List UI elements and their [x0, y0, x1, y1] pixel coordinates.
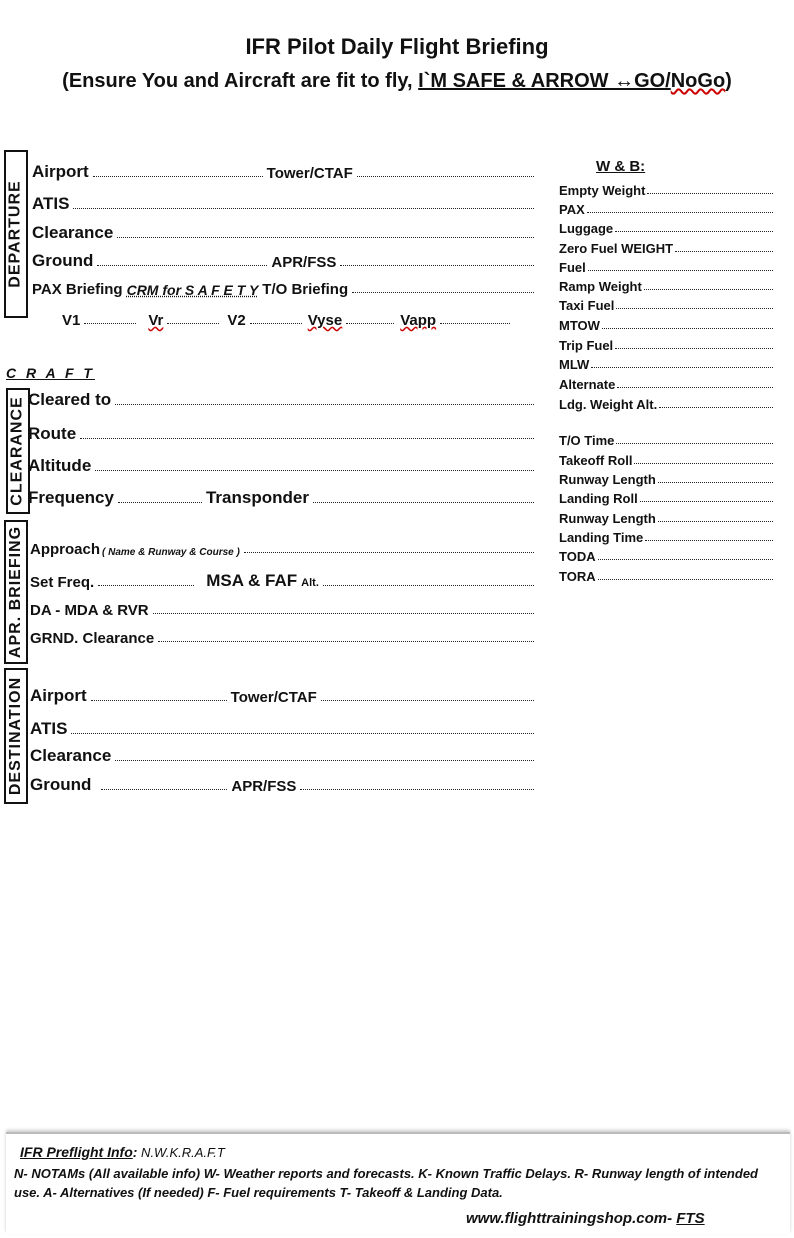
wb-row — [559, 335, 773, 353]
departure-airport-field[interactable] — [93, 176, 263, 177]
pax-briefing-label: PAX Briefing — [32, 281, 123, 298]
cleared-to-row — [28, 386, 538, 410]
perf-label: Runway Length — [559, 472, 656, 487]
wb-field[interactable] — [602, 328, 773, 329]
departure-apr-fss-label: APR/FSS — [271, 254, 337, 271]
perf-label: Landing Time — [559, 530, 644, 545]
departure-atis-row — [32, 190, 538, 214]
wb-field[interactable] — [644, 289, 773, 290]
wb-row — [559, 199, 773, 217]
msa-faf-field[interactable] — [323, 585, 534, 586]
perf-field[interactable] — [658, 482, 773, 483]
set-freq-label: Set Freq. — [30, 574, 95, 591]
v1-label: V1 — [62, 312, 81, 329]
msa-faf-alt-label: Alt. — [301, 577, 319, 589]
wb-label: Ramp Weight — [559, 279, 642, 294]
footer-site — [466, 1210, 705, 1227]
departure-atis-label: ATIS — [32, 194, 70, 213]
wb-field[interactable] — [617, 387, 773, 388]
perf-row — [559, 508, 773, 526]
vyse-label: Vyse — [307, 312, 343, 329]
v1-field[interactable] — [84, 323, 136, 324]
destination-apr-fss-label: APR/FSS — [231, 778, 297, 795]
page-title: IFR Pilot Daily Flight Briefing — [245, 34, 549, 59]
to-briefing-field[interactable] — [352, 292, 534, 293]
wb-row — [559, 257, 773, 275]
destination-clearance-field[interactable] — [115, 760, 534, 761]
destination-atis-row — [30, 715, 538, 739]
departure-pax-row — [32, 274, 538, 298]
v2-label: V2 — [227, 312, 246, 329]
cleared-to-label: Cleared to — [28, 390, 112, 409]
perf-label: TODA — [559, 549, 596, 564]
wb-field[interactable] — [659, 407, 773, 408]
destination-airport-row — [30, 682, 538, 706]
perf-row — [559, 430, 773, 448]
wb-field[interactable] — [615, 348, 773, 349]
vapp-label: Vapp — [400, 312, 437, 329]
wb-row — [559, 354, 773, 372]
footer-colon: : — [132, 1144, 138, 1160]
msa-faf-label: MSA & FAF — [206, 571, 298, 590]
route-field[interactable] — [80, 438, 534, 439]
departure-clearance-label: Clearance — [32, 223, 114, 242]
departure-clearance-field[interactable] — [117, 237, 534, 238]
altitude-label: Altitude — [28, 456, 92, 475]
departure-tower-label: Tower/CTAF — [266, 165, 353, 182]
perf-label: Takeoff Roll — [559, 453, 633, 468]
approach-row — [30, 534, 538, 558]
subtitle-prefix: (Ensure You and Aircraft are fit to fly, — [62, 70, 419, 92]
wb-field[interactable] — [587, 212, 773, 213]
wb-title: W & B: — [596, 158, 646, 175]
subtitle-nogo: NoGo — [670, 70, 726, 92]
crm-safety-note: CRM for S A F E T Y — [126, 282, 259, 298]
wb-row — [559, 374, 773, 392]
destination-tower-field[interactable] — [321, 700, 534, 701]
destination-ground-field[interactable] — [101, 789, 227, 790]
wb-label: PAX — [559, 202, 585, 217]
wb-label: MLW — [559, 357, 590, 372]
wb-row — [559, 180, 773, 198]
perf-row — [559, 566, 773, 584]
wb-label: Fuel — [559, 260, 586, 275]
destination-ground-row — [30, 771, 538, 795]
preflight-info-footer — [6, 1132, 790, 1234]
wb-label: Alternate — [559, 377, 616, 392]
departure-ground-row — [32, 247, 538, 271]
wb-label: Luggage — [559, 221, 614, 236]
perf-row — [559, 450, 773, 468]
wb-label: Trip Fuel — [559, 338, 614, 353]
v-speeds-row — [62, 312, 514, 329]
da-mda-row — [30, 595, 538, 619]
wb-label: MTOW — [559, 318, 600, 333]
wb-label: Empty Weight — [559, 183, 646, 198]
destination-clearance-label: Clearance — [30, 746, 112, 765]
wb-field[interactable] — [675, 251, 773, 252]
departure-ground-field[interactable] — [97, 265, 267, 266]
cleared-to-field[interactable] — [115, 404, 534, 405]
perf-row — [559, 488, 773, 506]
departure-clearance-row — [32, 219, 538, 243]
wb-row — [559, 238, 773, 256]
perf-field[interactable] — [598, 559, 773, 560]
perf-field[interactable] — [616, 443, 773, 444]
vyse-field[interactable] — [346, 323, 394, 324]
set-freq-field[interactable] — [98, 585, 194, 586]
departure-airport-label: Airport — [32, 162, 89, 181]
perf-field[interactable] — [640, 501, 773, 502]
page-subtitle — [0, 70, 794, 93]
wb-field[interactable] — [588, 270, 773, 271]
route-label: Route — [28, 424, 77, 443]
grnd-clearance-label: GRND. Clearance — [30, 630, 155, 647]
wb-row — [559, 276, 773, 294]
vr-field[interactable] — [167, 323, 219, 324]
departure-ground-label: Ground — [32, 251, 94, 270]
footer-body: N- NOTAMs (All available info) W- Weather reports and forecasts. K- Known Traffic Delays. R- Runway length of intended use. A- Alternatives (If needed) F- Fuel requirements T- Takeoff & Landing Data. — [14, 1166, 758, 1200]
wb-row — [559, 394, 773, 412]
departure-tower-field[interactable] — [357, 176, 534, 177]
clearance-section-label: CLEARANCE — [6, 388, 30, 514]
transponder-field[interactable] — [313, 502, 534, 503]
altitude-field[interactable] — [95, 470, 534, 471]
footer-heading-line — [20, 1144, 225, 1160]
wb-field[interactable] — [615, 231, 773, 232]
craft-acronym: C R A F T — [6, 365, 95, 381]
perf-row — [559, 527, 773, 545]
approach-label: Approach — [30, 541, 101, 558]
subtitle-suffix: ) — [725, 70, 732, 92]
vapp-field[interactable] — [440, 323, 510, 324]
perf-label: TORA — [559, 569, 596, 584]
wb-row — [559, 295, 773, 313]
destination-apr-fss-field[interactable] — [300, 789, 534, 790]
perf-field[interactable] — [598, 579, 773, 580]
wb-field[interactable] — [647, 193, 773, 194]
approach-field[interactable] — [244, 552, 534, 553]
destination-airport-field[interactable] — [91, 700, 227, 701]
perf-field[interactable] — [658, 521, 773, 522]
destination-section-label: DESTINATION — [4, 668, 28, 804]
wb-row — [559, 315, 773, 333]
v2-field[interactable] — [250, 323, 302, 324]
approach-section-label: APR. BRIEFING — [4, 520, 28, 664]
vr-label: Vr — [148, 312, 164, 329]
footer-site-url[interactable]: www.flighttrainingshop.com- — [466, 1210, 677, 1227]
da-mda-label: DA - MDA & RVR — [30, 602, 149, 619]
departure-apr-fss-field[interactable] — [340, 265, 534, 266]
grnd-clearance-field[interactable] — [158, 641, 534, 642]
frequency-label: Frequency — [28, 488, 114, 507]
destination-airport-label: Airport — [30, 686, 87, 705]
wb-field[interactable] — [591, 367, 773, 368]
set-freq-row — [30, 567, 538, 591]
frequency-row — [28, 484, 538, 508]
frequency-field[interactable] — [118, 502, 202, 503]
transponder-label: Transponder — [205, 488, 309, 507]
destination-atis-label: ATIS — [30, 719, 68, 738]
destination-ground-label: Ground — [30, 775, 92, 794]
perf-row — [559, 469, 773, 487]
destination-clearance-row — [30, 742, 538, 766]
footer-code: N.W.K.R.A.F.T — [137, 1145, 225, 1160]
to-briefing-label: T/O Briefing — [262, 281, 349, 298]
wb-label: Ldg. Weight Alt. — [559, 397, 658, 412]
destination-tower-label: Tower/CTAF — [230, 689, 317, 706]
da-mda-field[interactable] — [153, 613, 534, 614]
route-row — [28, 420, 538, 444]
wb-label: Taxi Fuel — [559, 298, 615, 313]
approach-note: ( Name & Runway & Course ) — [102, 547, 240, 558]
footer-brand: FTS — [676, 1210, 705, 1227]
perf-row — [559, 546, 773, 564]
subtitle-emphasis: I`M SAFE & ARROW ↔GO/ — [418, 70, 671, 92]
wb-field[interactable] — [616, 308, 773, 309]
wb-row — [559, 218, 773, 236]
perf-label: Landing Roll — [559, 491, 638, 506]
perf-label: T/O Time — [559, 433, 615, 448]
destination-atis-field[interactable] — [71, 733, 534, 734]
departure-airport-row — [32, 158, 538, 182]
departure-atis-field[interactable] — [73, 208, 534, 209]
perf-field[interactable] — [645, 540, 773, 541]
perf-field[interactable] — [634, 463, 773, 464]
altitude-row — [28, 452, 538, 476]
grnd-clearance-row — [30, 623, 538, 647]
departure-section-label: DEPARTURE — [4, 150, 28, 318]
perf-label: Runway Length — [559, 511, 656, 526]
footer-heading: IFR Preflight Info — [20, 1144, 133, 1160]
wb-label: Zero Fuel WEIGHT — [559, 241, 674, 256]
